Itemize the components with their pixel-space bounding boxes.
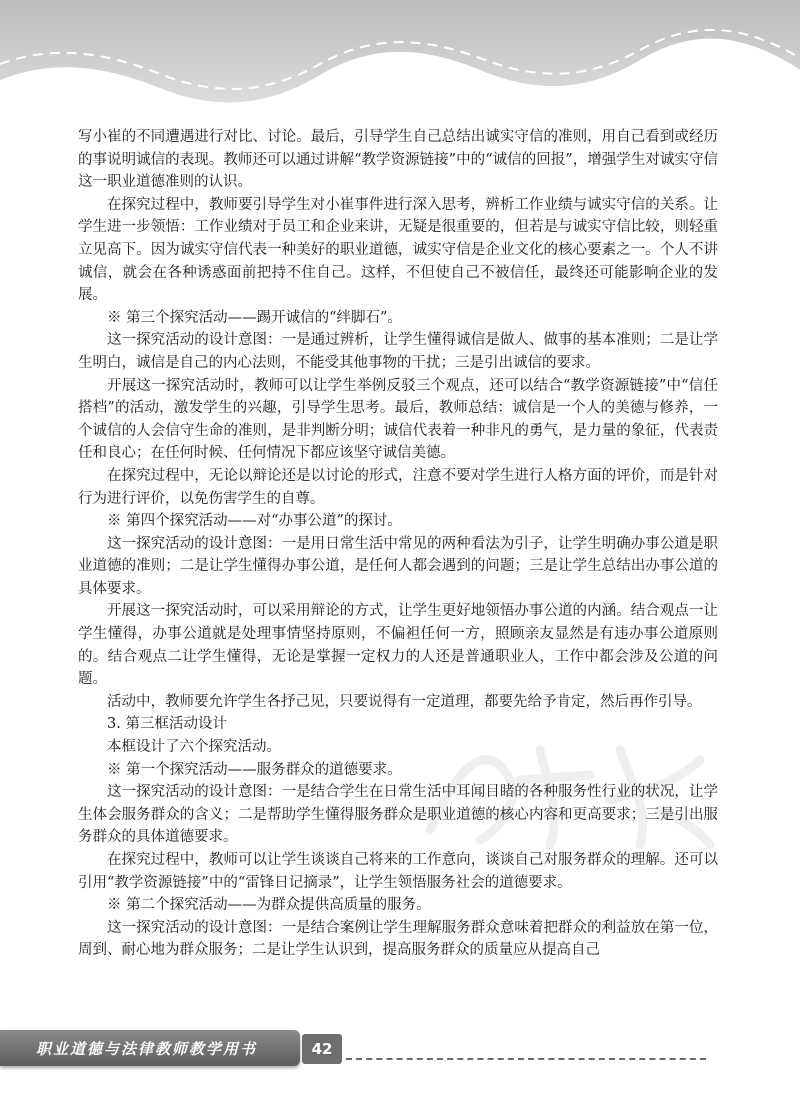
footer-divider [346,1058,706,1060]
publisher-watermark [400,720,720,860]
activity-heading: ※ 第四个探究活动——对“办事公道”的探讨。 [107,513,402,530]
page-footer [0,1030,800,1090]
paragraph: 开展这一探究活动时，可以采用辩论的方式，让学生更好地领悟办事公道的内涵。结合观点一让学生懂得，办事公道就是处理事情坚持原则，不偏袒任何一方，照顾亲友显然是有违办事公道原则的。结合观点二让学生懂得，无论是掌握一定权力的人还是普通职业人，工作中都会涉及公道的问题。 [78,603,718,688]
book-title: 职业道德与法律教师教学用书 [36,1040,258,1058]
paragraph: 这一探究活动的设计意图：一是结合案例让学生理解服务群众意味着把群众的利益放在第一位，周到、耐心地为群众服务；二是让学生认识到，提高服务群众的质量应从提高自己 [78,919,718,959]
activity-heading: ※ 第三个探究活动——踢开诚信的“绊脚石”。 [107,309,402,326]
paragraph: 开展这一探究活动时，教师可以让学生举例反驳三个观点，还可以结合“教学资源链接”中“信任搭档”的活动，激发学生的兴趣，引导学生思考。最后，教师总结：诚信是一个人的美德与修养，一个诚信的人会信守生命的准则，是非判断分明；诚信代表着一种非凡的勇气，是力量的象征，代表责任和良心；在任何时候、任何情况下都应该坚守诚信美德。 [78,377,718,462]
paragraph: 本框设计了六个探究活动。 [107,739,281,756]
section-heading: 3. 第三框活动设计 [107,716,227,733]
paragraph: 这一探究活动的设计意图：一是用日常生活中常见的两种看法为引子，让学生明确办事公道是职业道德的准则；二是让学生懂得办事公道，是任何人都会遇到的问题；三是让学生总结出办事公道的具体要求。 [78,535,718,597]
paragraph: 在探究过程中，无论以辩论还是以讨论的形式，注意不要对学生进行人格方面的评价，而是针对行为进行评价，以免伤害学生的自尊。 [78,467,718,507]
paragraph: 这一探究活动的设计意图：一是结合学生在日常生活中耳闻目睹的各种服务性行业的状况，让学生体会服务群众的含义；二是帮助学生懂得服务群众是职业道德的核心内容和更高要求；三是引出服务群众的具体道德要求。 [78,784,718,846]
page-number: 42 [302,1034,342,1064]
header-wave-banner [0,0,800,125]
paragraph: 活动中，教师要允许学生各抒己见，只要说得有一定道理，都要先给予肯定，然后再作引导。 [107,693,702,710]
footer-tab [0,1030,300,1066]
activity-heading: ※ 第一个探究活动——服务群众的道德要求。 [107,761,402,778]
paragraph: 写小崔的不同遭遇进行对比、讨论。最后，引导学生自己总结出诚实守信的准则，用自己看到或经历的事说明诚信的表现。教师还可以通过讲解“教学资源链接”中的“诚信的回报”，增强学生对诚实守信这一职业道德准则的认识。 [78,129,718,191]
activity-heading: ※ 第二个探究活动——为群众提供高质量的服务。 [107,897,431,914]
paragraph: 在探究过程中，教师要引导学生对小崔事件进行深入思考，辨析工作业绩与诚实守信的关系。让学生进一步领悟：工作业绩对于员工和企业来讲，无疑是很重要的，但若是与诚实守信比较，则轻重立见高下。因为诚实守信代表一种美好的职业道德，诚实守信是企业文化的核心要素之一。个人不讲诚信，就会在各种诱惑面前把持不住自己。这样，不但使自己不被信任，最终还可能影响企业的发展。 [78,196,718,304]
paragraph: 在探究过程中，教师可以让学生谈谈自己将来的工作意向，谈谈自己对服务群众的理解。还可以引用“教学资源链接”中的“雷锋日记摘录”，让学生领悟服务社会的道德要求。 [78,852,718,891]
paragraph: 这一探究活动的设计意图：一是通过辨析，让学生懂得诚信是做人、做事的基本准则；二是让学生明白，诚信是自己的内心法则，不能受其他事物的干扰；三是引出诚信的要求。 [78,332,718,371]
